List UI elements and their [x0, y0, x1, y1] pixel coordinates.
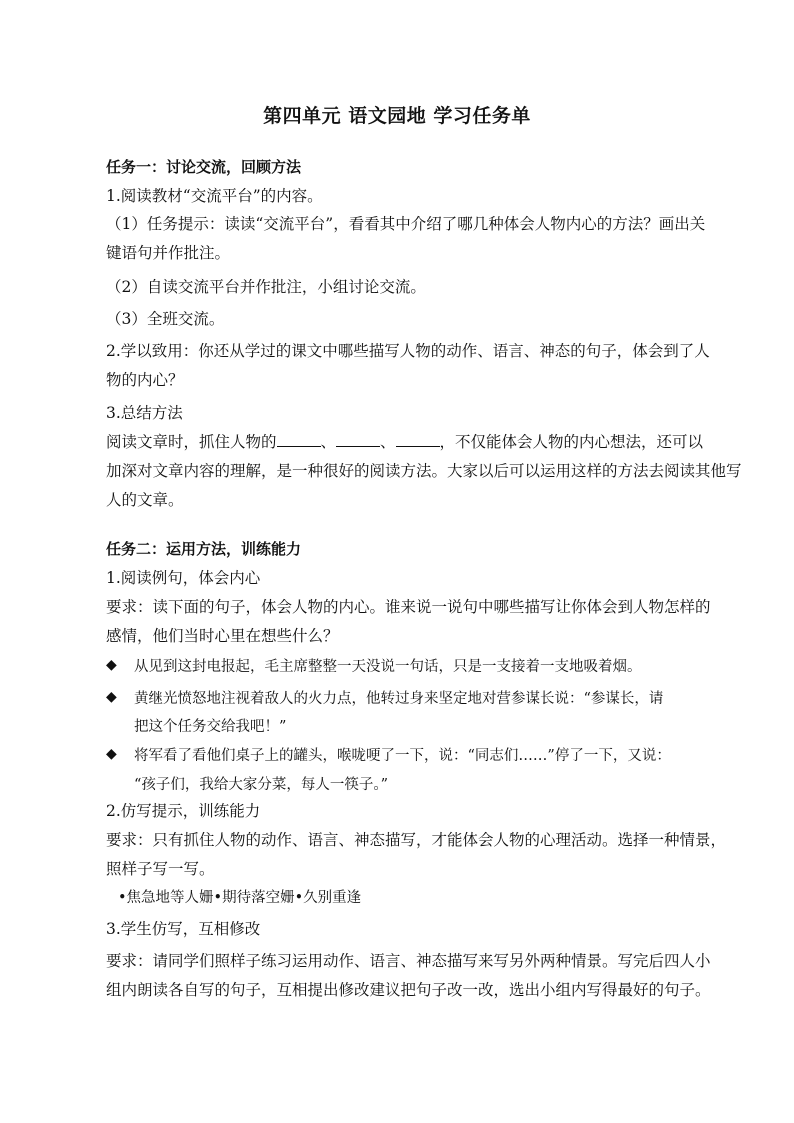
fill-blank-1[interactable] [277, 432, 321, 447]
page-title: 第四单元 语文园地 学习任务单 [263, 105, 531, 127]
summary-sep-1: 、 [320, 433, 337, 451]
example-sentence-3-line1: 将军看了看他们桌子上的罐头，喉咙哽了一下，说：“同志们……”停了一下，又说： [134, 748, 671, 764]
task2-req2-line2: 照样子写一写。 [106, 860, 215, 878]
task2-req3-line1: 要求：请同学们照样子练习运用动作、语言、神态描写来写另外两种情景。写完后四人小 [106, 952, 711, 970]
example-sentence-2-line1: 黄继光愤怒地注视着敌人的火力点，他转过身来坚定地对营参谋长说：“参谋长，请 [134, 691, 664, 707]
task2-item1: 1.阅读例句，体会内心 [106, 569, 261, 587]
task1-summary-line1 [106, 431, 703, 453]
summary-sep-2: 、 [380, 433, 396, 451]
task1-sub3: （3）全班交流。 [106, 310, 225, 328]
bullet-diamond-icon: ◆ [106, 746, 117, 762]
task1-sub1-line2: 键语句并作批注。 [106, 244, 231, 262]
task1-summary-line2: 加深对文章内容的理解，是一种很好的阅读方法。大家以后可以运用这样的方法去阅读其他写 [106, 462, 742, 480]
example-sentence-3-line2: “孩子们，我给大家分菜，每人一筷子。” [134, 777, 389, 793]
summary-text-before: 阅读文章时，抓住人物的 [106, 433, 277, 451]
summary-text-after: ，不仅能体会人物的内心想法，还可以 [439, 433, 704, 451]
fill-blank-2[interactable] [336, 432, 380, 447]
task1-item3: 3.总结方法 [106, 404, 183, 422]
bullet-diamond-icon: ◆ [106, 657, 117, 673]
task1-heading: 任务一：讨论交流，回顾方法 [106, 158, 302, 176]
task2-req1-line2: 感情，他们当时心里在想些什么？ [106, 627, 339, 645]
task1-summary-line3: 人的文章。 [106, 491, 184, 509]
task2-item3: 3.学生仿写，互相修改 [106, 920, 261, 938]
task1-sub2: （2）自读交流平台并作批注，小组讨论交流。 [106, 278, 426, 296]
task1-sub1-line1: （1）任务提示：读读“交流平台”，看看其中介绍了哪几种体会人物内心的方法？画出关 [106, 215, 706, 233]
fill-blank-3[interactable] [396, 432, 440, 447]
task2-req2-line1: 要求：只有抓住人物的动作、语言、神态描写，才能体会人物的心理活动。选择一种情景， [106, 831, 727, 849]
bullet-diamond-icon: ◆ [106, 689, 117, 705]
task1-item2-line1: 2.学以致用：你还从学过的课文中哪些描写人物的动作、语言、神态的句子，体会到了人 [106, 342, 710, 360]
task2-heading: 任务二：运用方法，训练能力 [106, 540, 302, 558]
task1-item1: 1.阅读教材“交流平台”的内容。 [106, 187, 323, 205]
scene-options: •焦急地等人姗•期待落空姗•久别重逢 [118, 890, 362, 906]
example-sentence-1: 从见到这封电报起，毛主席整整一天没说一句话，只是一支接着一支地吸着烟。 [134, 659, 642, 675]
task2-req1-line1: 要求：读下面的句子，体会人物的内心。谁来说一说句中哪些描写让你体会到人物怎样的 [106, 598, 711, 616]
task1-item2-line2: 物的内心？ [106, 371, 184, 389]
example-sentence-2-line2: 把这个任务交给我吧！” [134, 719, 287, 735]
task2-item2: 2.仿写提示，训练能力 [106, 802, 261, 820]
task2-req3-line2: 组内朗读各自写的句子，互相提出修改建议把句子改一改，选出小组内写得最好的句子。 [106, 981, 711, 999]
